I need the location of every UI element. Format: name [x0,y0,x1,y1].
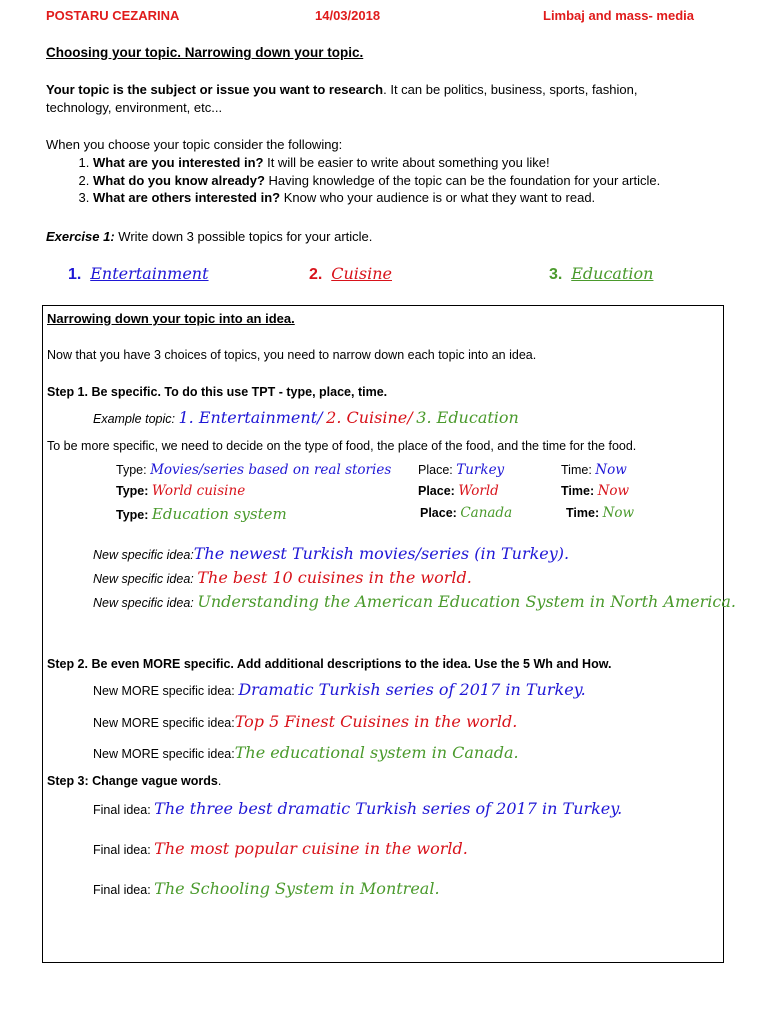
type-row-1 [116,462,391,478]
time-label: Time [561,463,589,477]
more-idea-text: The educational system in Canada. [234,743,519,762]
example-topic: 3. Education [416,408,519,427]
example-topic: 1. Entertainment/ [178,408,323,427]
step-3-dot: . [217,774,222,788]
type-value: Education system [151,505,287,523]
type-row-2 [116,483,245,499]
place-value: Canada [460,505,513,521]
question-answer: Having knowledge of the topic can be the foundation for your article. [264,172,661,188]
exercise-text: Write down 3 possible topics for your article. [114,229,373,244]
place-value: Turkey [456,462,505,478]
list-item [93,189,660,207]
topic-text: Cuisine [331,264,392,283]
step-2: Step 2. Be even MORE specific. Add additional descriptions to the idea. Use the 5 Wh and How. [47,657,612,671]
more-idea-1 [93,680,586,699]
place-row-3 [420,505,512,521]
place-label: Place [418,463,450,477]
narrowing-box [42,305,724,963]
new-idea-label: New specific idea: [93,572,194,586]
intro-line-1 [46,82,637,97]
new-idea-2 [93,568,472,587]
place-label: Place [418,484,451,498]
time-row-2 [561,483,629,499]
question-answer: Know who your audience is or what they want to read. [280,190,596,205]
type-value: Movies/series based on real stories [150,462,392,478]
box-heading: Narrowing down your topic into an idea. [47,311,295,326]
place-value: World [458,483,499,499]
example-topic: 2. Cuisine/ [326,408,413,427]
colon: : [449,463,457,477]
intro-line-2: technology, environment, etc... [46,100,223,115]
list-item [93,154,660,172]
colon: : [143,463,151,477]
topic-2 [309,264,392,284]
question-bold: What are others interested in? [93,190,281,205]
new-idea-1 [93,544,569,563]
new-idea-text: Understanding the American Education System in North America. [197,592,736,611]
step-3 [47,774,221,788]
final-idea-label: Final idea: [93,843,155,857]
place-row-2 [418,483,499,499]
intro-rest: . It can be politics, business, sports, fashion, [383,82,638,97]
new-idea-label: New specific idea: [93,596,194,610]
exercise-line [46,229,372,244]
colon: : [589,484,598,498]
intro-bold: Your topic is the subject or issue you want to research [46,82,384,97]
more-idea-label: New MORE specific idea: [93,747,235,761]
final-idea-text: The three best dramatic Turkish series of 2017 in Turkey. [154,799,623,818]
time-value: Now [602,505,635,521]
type-label: Type [116,484,145,498]
type-row-3 [116,505,287,523]
time-label: Time [561,484,590,498]
type-label: Type [116,508,145,522]
specific-text: To be more specific, we need to decide on the type of food, the place of the food, and the time for the food. [47,439,637,453]
colon: : [588,463,596,477]
topic-number: 2. [309,266,323,283]
type-value: World cuisine [151,483,246,499]
final-idea-label: Final idea: [93,883,155,897]
new-idea-3 [93,592,736,611]
time-value: Now [595,462,627,478]
new-idea-text: The newest Turkish movies/series (in Turkey). [193,544,570,563]
final-idea-3 [93,879,440,898]
step-3-label: Step 3: Change vague words [47,774,218,788]
page-title: Choosing your topic. Narrowing down your topic. [46,45,364,60]
type-label: Type [116,463,144,477]
place-row-1 [418,462,504,478]
topic-text: Education [571,264,654,283]
example-line [93,408,519,427]
document-date: 14/03/2018 [315,8,381,23]
exercise-label: Exercise 1: [46,229,115,244]
final-idea-2 [93,839,468,858]
topic-number: 3. [549,266,563,283]
time-label: Time [566,506,595,520]
consider-text: When you choose your topic consider the following: [46,137,343,152]
final-idea-1 [93,799,622,818]
colon: : [452,506,461,520]
question-bold: What are you interested in? [93,155,264,170]
questions-list [48,154,660,207]
new-idea-text: The best 10 cuisines in the world. [197,568,472,587]
example-label: Example topic: [93,412,179,426]
author-name: POSTARU CEZARINA [46,8,180,23]
step-1: Step 1. Be specific. To do this use TPT - type, place, time. [47,385,388,399]
new-idea-label: New specific idea: [93,548,194,562]
colon: : [594,506,603,520]
place-label: Place [420,506,453,520]
list-item [93,172,660,190]
course-name: Limbaj and mass- media [543,8,694,23]
colon: : [144,508,152,522]
question-bold: What do you know already? [93,172,265,188]
topic-1 [68,264,209,284]
topic-text: Entertainment [90,264,209,283]
more-idea-2 [93,712,517,731]
colon: : [450,484,459,498]
more-idea-3 [93,743,519,762]
more-idea-text: Top 5 Finest Cuisines in the world. [234,712,518,731]
time-row-1 [561,462,627,478]
final-idea-label: Final idea: [93,803,155,817]
more-idea-label: New MORE specific idea: [93,716,235,730]
final-idea-text: The most popular cuisine in the world. [154,839,468,858]
question-answer: It will be easier to write about something you like! [263,155,550,170]
colon: : [144,484,152,498]
time-value: Now [597,483,630,499]
more-idea-text: Dramatic Turkish series of 2017 in Turkey. [238,680,586,699]
time-row-3 [566,505,634,521]
topic-3 [549,264,653,284]
more-idea-label: New MORE specific idea: [93,684,235,698]
topic-number: 1. [68,266,82,283]
box-para: Now that you have 3 choices of topics, you need to narrow down each topic into an idea. [47,348,537,362]
final-idea-text: The Schooling System in Montreal. [154,879,440,898]
